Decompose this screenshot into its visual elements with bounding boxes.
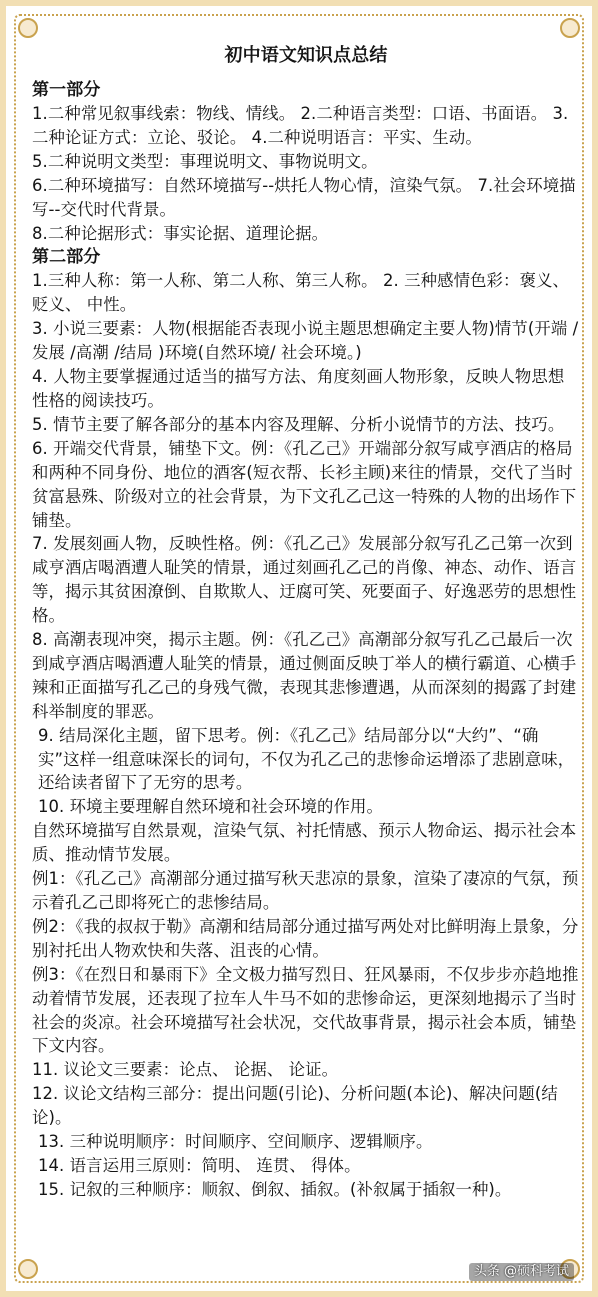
corner-ornament: [18, 18, 38, 38]
list-item: 3. 小说三要素：人物(根据能否表现小说主题思想确定主要人物)情节(开端 /发展 /高潮 /结局 )环境(自然环境/ 社会环境。): [32, 319, 579, 363]
list-item: 9. 结局深化主题，留下思考。例：《孔乙己》结局部分以“大约”、“确实”这样一组意味深长的词句，不仅为孔乙己的悲惨命运增添了悲剧意味，还给读者留下了无穷的思考。: [38, 725, 575, 793]
list-item: 1.二种常见叙事线索：物线、情线。 2.二种语言类型：口语、书面语。 3.二种论证方式：立论、驳论。 4.二种说明语言：平实、生动。: [32, 104, 569, 147]
list-item: 14. 语言运用三原则：简明、 连贯、 得体。: [38, 1155, 361, 1175]
list-item: 12. 议论文结构三部分：提出问题(引论)、分析问题(本论)、解决问题(结论)。: [32, 1084, 558, 1128]
list-item: 例2：《我的叔叔于勒》高潮和结局部分通过描写两处对比鲜明海上景象，分别衬托出人物欢快和失落、沮丧的心情。: [32, 916, 579, 960]
list-item: 5.二种说明文类型：事理说明文、事物说明文。: [32, 151, 378, 171]
list-item: 15. 记叙的三种顺序：顺叙、倒叙、插叙。(补叙属于插叙一种)。: [38, 1179, 512, 1199]
list-item: 8.二种论据形式：事实论据、道理论据。: [32, 223, 329, 243]
list-item: 7. 发展刻画人物，反映性格。例：《孔乙己》发展部分叙写孔乙己第一次到咸亨酒店喝酒遭人耻笑的情景，通过刻画孔乙己的肖像、神态、动作、语言等，揭示其贫困潦倒、自欺欺人、迂腐可笑、死要面子、好逸恶劳的思想性格。: [32, 534, 577, 626]
corner-ornament: [18, 1259, 38, 1279]
list-item: 自然环境描写自然景观，渲染气氛、衬托情感、预示人物命运、揭示社会本质、推动情节发展。: [32, 821, 577, 865]
list-item: 例1：《孔乙己》高潮部分通过描写秋天悲凉的景象，渲染了凄凉的气氛，预示着孔乙己即将死亡的悲惨结局。: [32, 869, 579, 912]
section-heading-part2: 第二部分: [32, 247, 101, 268]
document-body: [32, 42, 580, 1202]
corner-ornament: [560, 18, 580, 38]
list-item: 1.三种人称：第一人称、第二人称、第三人称。 2. 三种感情色彩：褒义、 贬义、 中性。: [32, 271, 570, 315]
list-item: 5. 情节主要了解各部分的基本内容及理解、分析小说情节的方法、技巧。 6. 开端交代背景，铺垫下文。例：《孔乙己》开端部分叙写咸亨酒店的格局和两种不同身份、地位的酒客(短衣帮、长衫主顾)来往的情景，交代了当时贫富悬殊、阶级对立的社会背景，为下文孔乙己这一特殊的人物的出场作下铺垫。: [32, 414, 577, 530]
list-item: 11. 议论文三要素：论点、 论据、 论证。: [32, 1060, 339, 1080]
list-item: 13. 三种说明顺序：时间顺序、空间顺序、逻辑顺序。: [38, 1132, 433, 1152]
section-heading-part1: 第一部分: [32, 80, 101, 100]
watermark: 头条 @硕科考试: [469, 1263, 574, 1281]
list-item: 8. 高潮表现冲突，揭示主题。例：《孔乙己》高潮部分叙写孔乙己最后一次到咸亨酒店喝酒遭人耻笑的情景，通过侧面反映丁举人的横行霸道、心横手辣和正面描写孔乙己的身残气微，表现其悲惨遭遇，从而深刻的揭露了封建科举制度的罪恶。: [32, 630, 577, 721]
list-item: 6.二种环境描写：自然环境描写--烘托人物心情，渲染气氛。 7.社会环境描写--交代时代背景。: [32, 175, 576, 219]
list-item: 4. 人物主要掌握通过适当的描写方法、角度刻画人物形象，反映人物思想性格的阅读技巧。: [32, 367, 565, 410]
list-item: 10. 环境主要理解自然环境和社会环境的作用。: [38, 797, 383, 817]
list-item: 例3：《在烈日和暴雨下》全文极力描写烈日、狂风暴雨，不仅步步亦趋地推动着情节发展，还表现了拉车人牛马不如的悲惨命运，更深刻地揭示了当时社会的炎凉。社会环境描写社会状况，交代故事背景，揭示社会本质，铺垫下文内容。: [32, 964, 579, 1056]
page-title: 初中语文知识点总结: [224, 45, 388, 66]
